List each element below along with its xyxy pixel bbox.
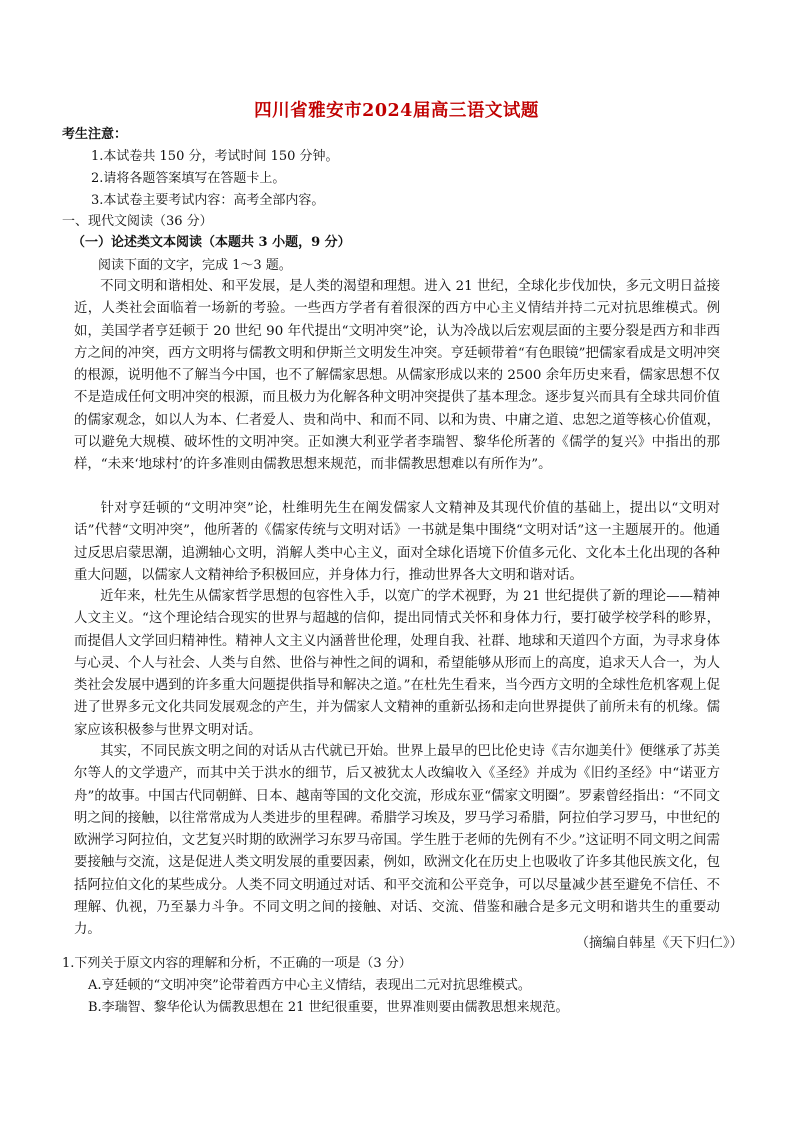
- source-citation: （摘编自韩星《天下归仁》）: [575, 936, 743, 951]
- paragraph-1: [74, 276, 720, 477]
- paragraph-2: [74, 498, 720, 587]
- question-stem: 1.下列关于原文内容的理解和分析，不正确的一项是（3 分）: [62, 956, 412, 971]
- question-option: B.李瑞智、黎华伦认为儒教思想在 21 世纪很重要，世界准则要由儒教思想来规范。: [88, 1000, 569, 1015]
- notice-heading: 考生注意：: [62, 127, 128, 142]
- paragraph-text: 针对亨廷顿的“文明冲突”论，杜维明先生在阐发儒家人文精神及其现代价值的基础上，提出以“文明对话”代替“文明冲突”，他所著的《儒家传统与文明对话》一书就是集中围绕“文明对话”这一主题展开的。他通过反思启蒙思潮，追溯轴心文明，消解人类中心主义，面对全球化语境下价值多元化、文化本土化出现的各种重大问题，以儒家人文精神给予积极回应，并身体力行，推动世界各大文明和谐对话。: [74, 501, 720, 583]
- paragraph-text: 其实，不同民族文明之间的对话从古代就已开始。世界上最早的巴比伦史诗《吉尔迦美什》便继承了苏美尔等人的文学遗产，而其中关于洪水的细节，后又被犹太人改编收入《圣经》并成为《旧约圣经》中“诺亚方舟”的故事。中国古代同朝鲜、日本、越南等国的文化交流，形成东亚“儒家文明圈”。罗素曾经指出：“不同文明之间的接触，以往常常成为人类进步的里程碑。希腊学习埃及，罗马学习希腊，阿拉伯学习罗马，中世纪的欧洲学习阿拉伯，文艺复兴时期的欧洲学习东罗马帝国。学生胜于老师的先例有不少。”这证明不同文明之间需要接触与交流，这是促进人类文明发展的重要因素，例如，欧洲文化在历史上也吸收了许多其他民族文化，包括阿拉伯文化的某些成分。人类不同文明通过对话、和平交流和公平竞争，可以尽量减少甚至避免不信任、不理解、仇视，乃至暴力斗争。不同文明之间的接触、对话、交流、借鉴和融合是多元文明和谐共生的重要动力。: [74, 744, 720, 938]
- paragraph-text: 不同文明和谐相处、和平发展，是人类的渴望和理想。进入 21 世纪，全球化步伐加快，多元文明日益接近，人类社会面临着一场新的考验。一些西方学者有着很深的西方中心主义情结并持二元对抗思维模式。例如，美国学者亨廷顿于 20 世纪 90 年代提出“文明冲突”论，认为冷战以后宏观层面的主要分裂是西方和非西方之间的冲突，西方文明将与儒教文明和伊斯兰文明发生冲突。亨廷顿带着“有色眼镜”把儒家看成是文明冲突的根源，说明他不了解当今中国，也不了解儒家思想。从儒家形成以来的 2500 余年历史来看，儒家思想不仅不是造成任何文明冲突的根源，而且极力为化解各种文明冲突提供了基本理念。逐步复兴而具有全球共同价值的儒家观念，如以人为本、仁者爱人、贵和尚中、和而不同、以和为贵、中庸之道、忠恕之道等核心价值观，可以避免大规模、破坏性的文明冲突。正如澳大利亚学者李瑞智、黎华伦所著的《儒学的复兴》中指出的那样，“未来‘地球村’的许多准则由儒教思想来规范，而非儒教思想难以有所作为”。: [74, 279, 720, 473]
- notice-item: 3.本试卷主要考试内容：高考全部内容。: [91, 193, 325, 208]
- question-option: A.亨廷顿的“文明冲突”论带着西方中心主义情结，表现出二元对抗思维模式。: [88, 978, 531, 993]
- paragraph-text: 近年来，杜先生从儒家哲学思想的包容性入手，以宽广的学术视野，为 21 世纪提供了新的理论——精神人文主义。“这个理论结合现实的世界与超越的信仰，提出同情式关怀和身体力行，要打破学校学科的畛界，而提倡人文学回归精神性。精神人文主义内涵普世伦理，处理自我、社群、地球和天道四个方面，为寻求身体与心灵、个人与社会、人类与自然、世俗与神性之间的调和，希望能够从形而上的高度，追求天人合一，为人类社会发展中遇到的许多重大问题提供指导和解决之道。”在杜先生看来，当今西方文明的全球性危机客观上促进了世界多元文化共同发展观念的产生，并为儒家人文精神的重新弘扬和走向世界提供了前所未有的机缘。儒家应该积极参与世界文明对话。: [74, 589, 720, 738]
- page-title: 四川省雅安市2024届高三语文试题: [254, 101, 539, 121]
- paragraph-3: [74, 586, 720, 742]
- reading-instruction: 阅读下面的文字，完成 1～3 题。: [98, 258, 292, 273]
- subsection-heading: （一）论述类文本阅读（本题共 3 小题，9 分）: [72, 235, 351, 250]
- notice-item: 1.本试卷共 150 分，考试时间 150 分钟。: [91, 149, 339, 164]
- paragraph-4: [74, 741, 720, 942]
- notice-item: 2.请将各题答案填写在答题卡上。: [91, 171, 286, 186]
- section-heading: 一、现代文阅读（36 分）: [62, 214, 213, 229]
